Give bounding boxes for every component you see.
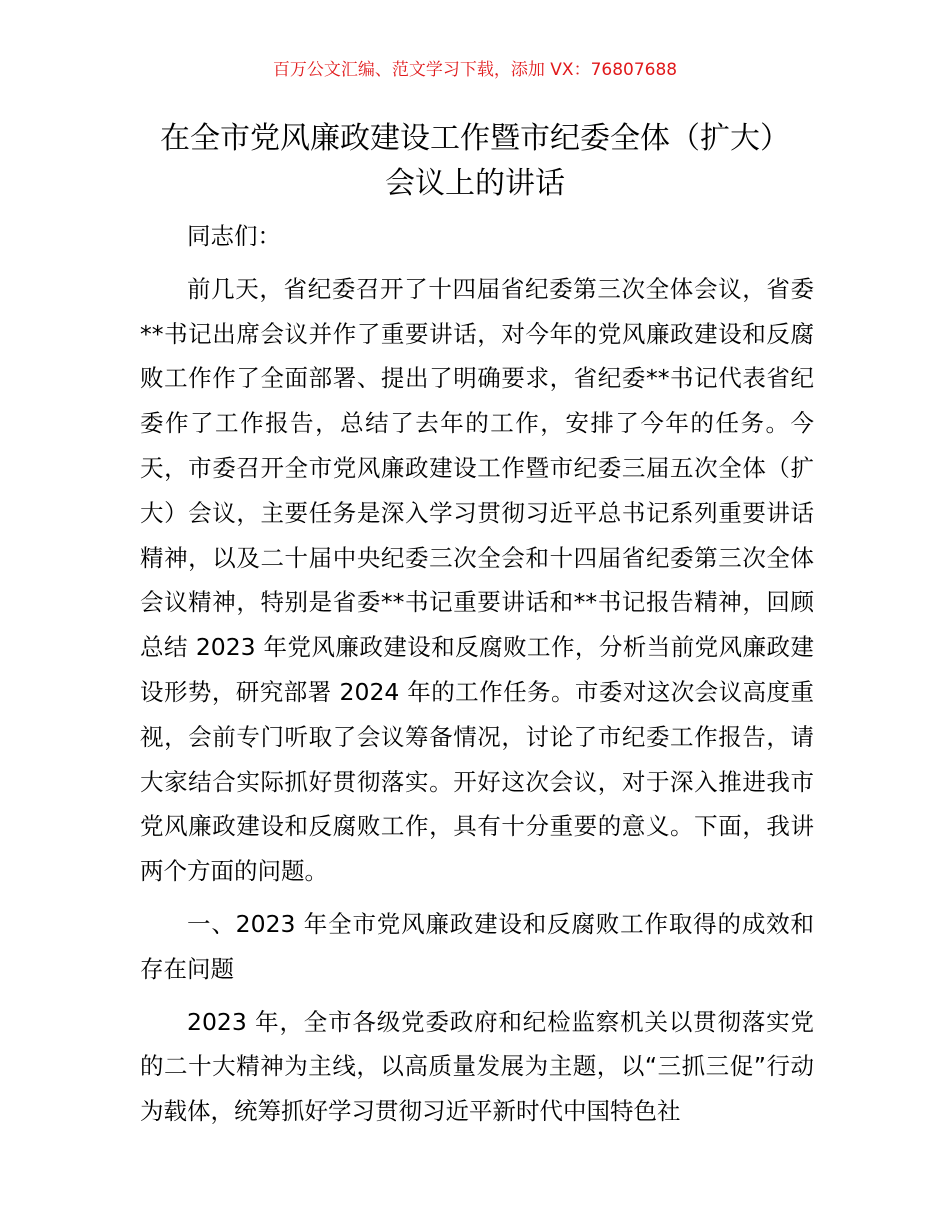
paragraph-2023-summary: 2023 年，全市各级党委政府和纪检监察机关以贯彻落实党的二十大精神为主线，以高质量发展为主题，以“三抓三促”行动为载体，统筹抓好学习贯彻习近平新时代中国特色社 — [140, 1007, 814, 1126]
paragraph-intro: 前几天，省纪委召开了十四届省纪委第三次全体会议，省委**书记出席会议并作了重要讲话，对今年的党风廉政建设和反腐败工作作了全面部署、提出了明确要求，省纪委**书记代表省纪委作了工作报告，总结了去年的工作，安排了今年的任务。今天，市委召开全市党风廉政建设工作暨市纪委三届五次全体（扩大）会议，主要任务是深入学习贯彻习近平总书记系列重要讲话精神，以及二十届中央纪委三次全会和十四届省纪委第三次全体会议精神，特别是省委**书记重要讲话和**书记报告精神，回顾总结 2023 年党风廉政建设和反腐败工作，分析当前党风廉政建设形势，研究部署 2024 年的工作任务。市委对这次会议高度重视，会前专门听取了会议筹备情况，讨论了市纪委工作报告，请大家结合实际抓好贯彻落实。开好这次会议，对于深入推进我市党风廉政建设和反腐败工作，具有十分重要的意义。下面，我讲两个方面的问题。 — [140, 274, 814, 886]
salutation: 同志们： — [187, 222, 281, 250]
document-body — [140, 214, 814, 1142]
document-title: 在全市党风廉政建设工作暨市纪委全体（扩大）会议上的讲话 — [160, 121, 790, 201]
section-heading-1: 一、2023 年全市党风廉政建设和反腐败工作取得的成效和存在问题 — [140, 909, 814, 983]
header-note: 百万公文汇编、范文学习下载，添加 VX：76807688 — [272, 60, 678, 80]
